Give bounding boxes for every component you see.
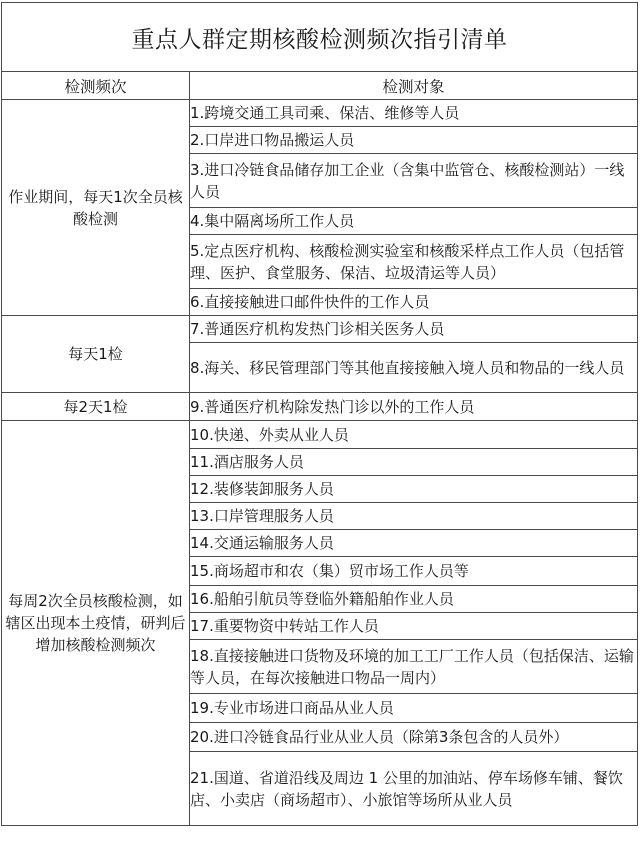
frequency-cell: 每天1检 [2,316,190,393]
table-row [2,100,638,127]
target-item-cell: 17.重要物资中转站工作人员 [190,613,638,640]
page-title: 重点人群定期核酸检测频次指引清单 [2,3,638,72]
target-item-cell: 5.定点医疗机构、核酸检测实验室和核酸采样点工作人员（包括管理、医护、食堂服务、保洁、垃圾清运等人员） [190,235,638,289]
target-item-cell: 4.集中隔离场所工作人员 [190,208,638,235]
target-item-cell: 21.国道、省道沿线及周边 1 公里的加油站、停车场修车铺、餐饮店、小卖店（商场超市）、小旅馆等场所从业人员 [190,752,638,826]
header-targets: 检测对象 [190,72,638,100]
target-item-cell: 6.直接接触进口邮件快件的工作人员 [190,289,638,316]
target-item-cell: 9.普通医疗机构除发热门诊以外的工作人员 [190,393,638,421]
target-item-cell: 16.船舶引航员等登临外籍船舶作业人员 [190,586,638,613]
header-frequency: 检测频次 [2,72,190,100]
table-body [2,100,638,826]
target-item-cell: 15.商场超市和农（集）贸市场工作人员等 [190,557,638,586]
target-item-cell: 13.口岸管理服务人员 [190,503,638,530]
title-row [2,3,638,72]
target-item-cell: 7.普通医疗机构发热门诊相关医务人员 [190,316,638,343]
target-item-cell: 14.交通运输服务人员 [190,530,638,557]
target-item-cell: 2.口岸进口物品搬运人员 [190,127,638,154]
table-row [2,421,638,449]
target-item-cell: 18.直接接触进口货物及环境的加工工厂工作人员（包括保洁、运输等人员，在每次接触进口物品一周内） [190,640,638,694]
table-row [2,393,638,421]
table-row [2,316,638,343]
header-row [2,72,638,100]
frequency-cell: 每周2次全员核酸检测，如辖区出现本土疫情，研判后增加核酸检测频次 [2,421,190,826]
target-item-cell: 19.专业市场进口商品从业人员 [190,694,638,723]
target-item-cell: 11.酒店服务人员 [190,449,638,476]
target-item-cell: 12.装修装卸服务人员 [190,476,638,503]
frequency-cell: 每2天1检 [2,393,190,421]
target-item-cell: 3.进口冷链食品储存加工企业（含集中监管仓、核酸检测站）一线人员 [190,154,638,208]
target-item-cell: 20.进口冷链食品行业从业人员（除第3条包含的人员外） [190,723,638,752]
target-item-cell: 8.海关、移民管理部门等其他直接接触入境人员和物品的一线人员 [190,343,638,393]
frequency-cell: 作业期间，每天1次全员核酸检测 [2,100,190,316]
testing-frequency-table [1,2,638,826]
target-item-cell: 1.跨境交通工具司乘、保洁、维修等人员 [190,100,638,127]
target-item-cell: 10.快递、外卖从业人员 [190,421,638,449]
